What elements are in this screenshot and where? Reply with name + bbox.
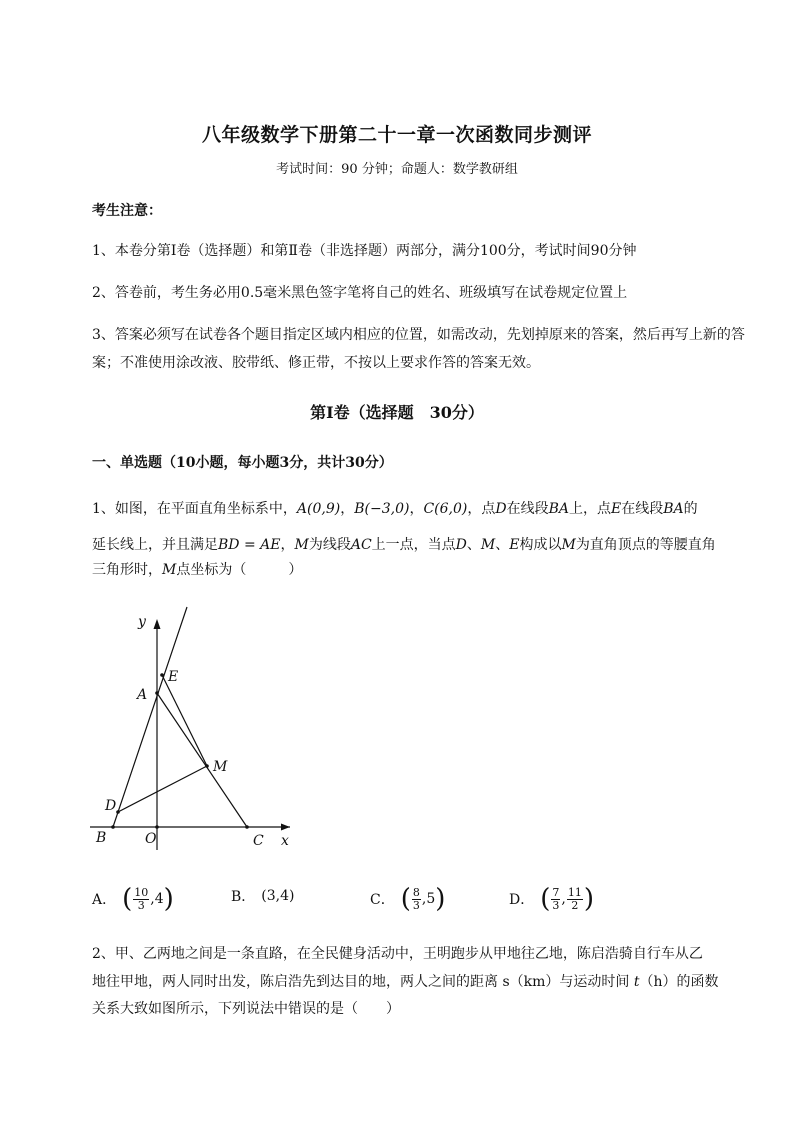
page-title: 八年级数学下册第二十一章一次函数同步测评 [201, 124, 592, 146]
point-e [160, 673, 164, 677]
q1-var: M [561, 537, 576, 553]
q1-var: M [294, 537, 309, 553]
paren-open: ( [400, 884, 411, 914]
option-a[interactable] [92, 886, 174, 912]
notice-item-3: 3、答案必须写在试卷各个题目指定区域内相应的位置，如需改动，先划掉原来的答案，然后再写上新的答案；不准使用涂改液、胶带纸、修正带，不按以上要求作答的答案无效。 [92, 327, 745, 371]
q2-line-3: 关系大致如图所示，下列说法中错误的是（ ） [92, 1001, 400, 1017]
q1-var: E [611, 501, 622, 517]
q1-point-a: A(0,9) [296, 501, 341, 517]
q1-text: 构成以 [519, 537, 562, 553]
q1-var: D [495, 501, 507, 517]
label-d: D [105, 798, 117, 814]
paren-close: ) [435, 884, 446, 914]
numerator: 8 [412, 885, 420, 899]
q1-text: 点坐标为（ ） [176, 562, 303, 578]
denominator: 3 [412, 898, 420, 912]
q1-var: BA [663, 501, 684, 517]
label-b: B [96, 830, 107, 846]
option-c-rest: ,5 [421, 891, 436, 907]
option-c[interactable] [370, 886, 445, 912]
q1-point-b: B(−3,0) [354, 501, 410, 517]
point-o [155, 825, 159, 829]
denominator: 3 [137, 898, 145, 912]
option-b[interactable] [231, 886, 295, 906]
numerator: 10 [134, 885, 149, 899]
q1-figure [85, 605, 305, 860]
q2-text: （h）的函数 [639, 974, 719, 990]
q2-line-1: 2、甲、乙两地之间是一条直路，在全民健身活动中，王明跑步从甲地往乙地，陈启浩骑自行车从乙 [92, 946, 703, 962]
option-d[interactable] [509, 886, 594, 912]
q1-point-c: C(6,0) [423, 501, 468, 517]
point-d [116, 810, 120, 814]
paren-close: ) [583, 884, 594, 914]
q1-text: ， [280, 537, 295, 553]
q1-var: AC [350, 537, 372, 553]
y-axis-arrow [154, 619, 161, 629]
q1-sep: ， [340, 501, 355, 517]
option-a-label: A． [92, 892, 117, 908]
point-c [245, 825, 249, 829]
q1-text: 上一点，当点 [371, 537, 456, 553]
notice-item-2: 2、答卷前，考生务必用0.5毫米黑色签字笔将自己的姓名、班级填写在试卷规定位置上 [92, 285, 628, 301]
option-d-comma: , [561, 891, 566, 907]
label-c: C [253, 833, 264, 849]
paren-open: ( [122, 884, 133, 914]
point-m [205, 764, 209, 768]
q1-var: E [509, 537, 520, 553]
denominator: 2 [571, 898, 579, 912]
point-b [111, 825, 115, 829]
q1-var: M [480, 537, 496, 553]
q1-text: 为直角顶点的等腰直角 [575, 537, 716, 553]
q2-text: 地往甲地，两人同时出发，陈启浩先到达目的地，两人之间的距离 s（km）与运动时间 [92, 974, 634, 990]
option-a-rest: ,4 [150, 891, 164, 907]
exam-info: 考试时间：90 分钟；命题人：数学教研组 [276, 162, 518, 177]
segment-em [162, 675, 207, 766]
q1-line-1 [92, 495, 747, 523]
option-b-label: B． [231, 889, 256, 905]
q1-text: 在线段 [506, 501, 549, 517]
label-m: M [213, 759, 228, 775]
q1-equation: BD = AE [218, 537, 281, 553]
q1-text: 上，点 [569, 501, 611, 517]
denominator: 3 [552, 898, 560, 912]
q1-var: BA [548, 501, 569, 517]
notice-heading: 考生注意： [92, 203, 162, 219]
paren-open: ( [540, 884, 551, 914]
label-a: A [137, 687, 148, 703]
label-e: E [168, 669, 179, 685]
section-title: 第Ⅰ卷（选择题 30分） [310, 403, 484, 422]
q1-text: 延长线上，并且满足 [92, 537, 218, 553]
line-ba-extended [113, 607, 187, 827]
q1-line-3 [92, 556, 747, 584]
x-axis-arrow [281, 824, 290, 831]
q1-var: M [162, 562, 177, 578]
q1-text: 的 [683, 501, 698, 517]
notice-item-1: 1、本卷分第Ⅰ卷（选择题）和第Ⅱ卷（非选择题）两部分，满分100分，考试时间90分钟 [92, 243, 637, 259]
q1-text: 在线段 [621, 501, 664, 517]
label-x: x [281, 833, 289, 849]
q1-text: 为线段 [308, 537, 351, 553]
fraction [133, 887, 149, 912]
numerator: 7 [552, 885, 560, 899]
q2-line-2 [92, 968, 747, 996]
q1-text: 、 [495, 537, 510, 553]
q1-text: 、 [466, 537, 481, 553]
paren-close: ) [163, 884, 174, 914]
q2-var-t: t [633, 974, 640, 990]
q1-text: ，点 [467, 501, 496, 517]
option-b-text: (3,4) [261, 888, 295, 904]
part-heading: 一、单选题（10小题，每小题3分，共计30分） [92, 455, 393, 471]
q1-text: 1、如图，在平面直角坐标系中， [92, 501, 297, 517]
fraction [412, 887, 421, 912]
option-d-label: D． [509, 892, 535, 908]
label-o: O [145, 831, 157, 847]
point-a [155, 691, 159, 695]
q1-text: 三角形时， [92, 562, 162, 578]
q1-sep: ， [409, 501, 424, 517]
segment-ac [157, 693, 247, 827]
numerator: 11 [567, 885, 582, 899]
fraction [567, 887, 583, 912]
label-y: y [138, 614, 146, 630]
q1-line-2 [92, 531, 747, 559]
option-c-label: C． [370, 892, 395, 908]
fraction [551, 887, 560, 912]
q1-var: D [455, 537, 467, 553]
